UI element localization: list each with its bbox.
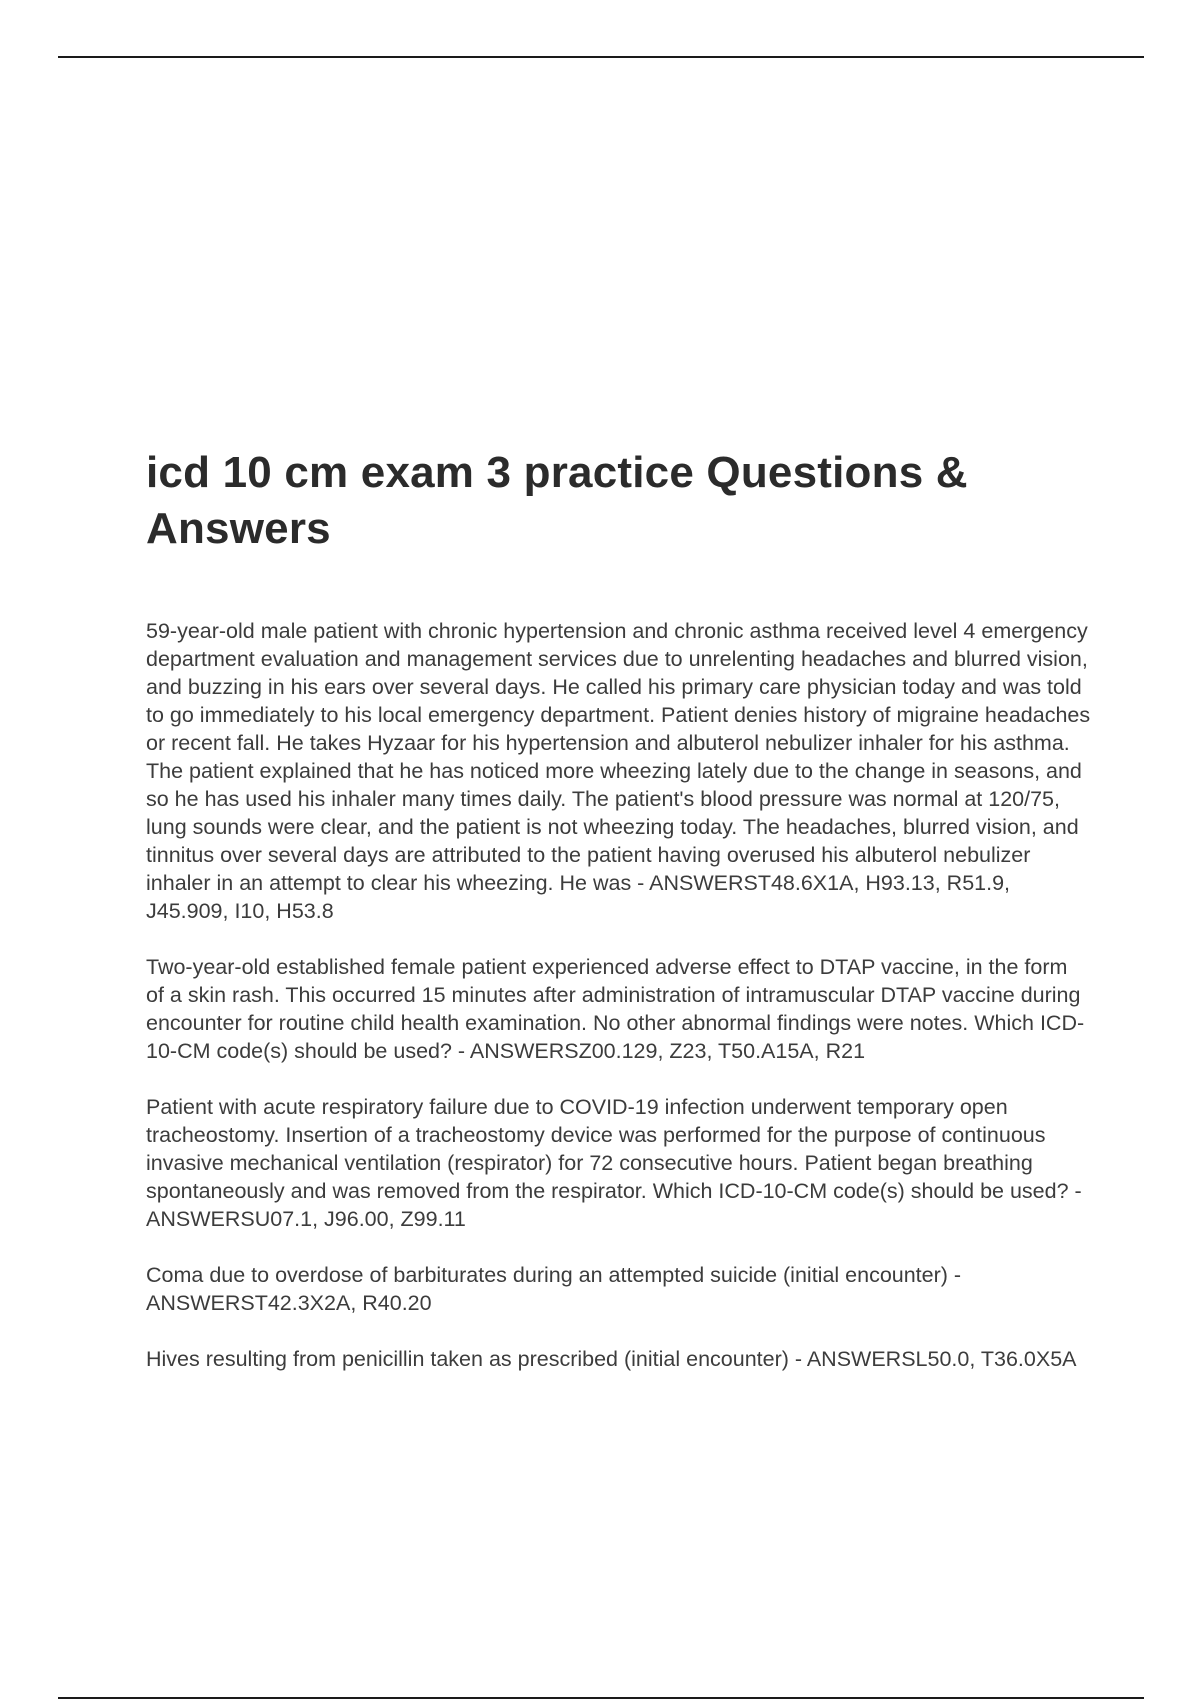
qa-item: Two-year-old established female patient experienced adverse effect to DTAP vaccine, in the form of a skin rash. This occurred 15 minutes after administration of intramuscular DTAP vaccine during encounter for routine child health examination. No other abnormal findings were notes. Which ICD-10-CM code(s) should be used? - ANSWERSZ00.129, Z23, T50.A15A, R21	[146, 955, 1085, 1063]
qa-item: 59-year-old male patient with chronic hypertension and chronic asthma received level 4 emergency department evaluation and management services due to unrelenting headaches and blurred vision, and buzzing in his ears over several days. He called his primary care physician today and was told to go immediately to his local emergency department. Patient denies history of migraine headaches or recent fall. He takes Hyzaar for his hypertension and albuterol nebulizer inhaler for his asthma. The patient explained that he has noticed more wheezing lately due to the change in seasons, and so he has used his inhaler many times daily. The patient's blood pressure was normal at 120/75, lung sounds were clear, and the patient is not wheezing today. The headaches, blurred vision, and tinnitus over several days are attributed to the patient having overused his albuterol nebulizer inhaler in an attempt to clear his wheezing. He was - ANSWERST48.6X1A, H93.13, R51.9, J45.909, I10, H53.8	[146, 619, 1091, 923]
top-rule	[58, 56, 1144, 58]
qa-list	[146, 617, 1091, 1373]
bottom-rule	[58, 1697, 1144, 1699]
qa-item: Hives resulting from penicillin taken as prescribed (initial encounter) - ANSWERSL50.0, T36.0X5A	[146, 1347, 1077, 1371]
qa-item: Coma due to overdose of barbiturates during an attempted suicide (initial encounter) - ANSWERST42.3X2A, R40.20	[146, 1263, 962, 1315]
document-body	[146, 445, 1091, 1401]
document-title: icd 10 cm exam 3 practice Questions & Answers	[146, 448, 968, 553]
qa-item: Patient with acute respiratory failure due to COVID-19 infection underwent temporary open tracheostomy. Insertion of a tracheostomy device was performed for the purpose of continuous invasive mechanical ventilation (respirator) for 72 consecutive hours. Patient began breathing spontaneously and was removed from the respirator. Which ICD-10-CM code(s) should be used? - ANSWERSU07.1, J96.00, Z99.11	[146, 1095, 1082, 1231]
